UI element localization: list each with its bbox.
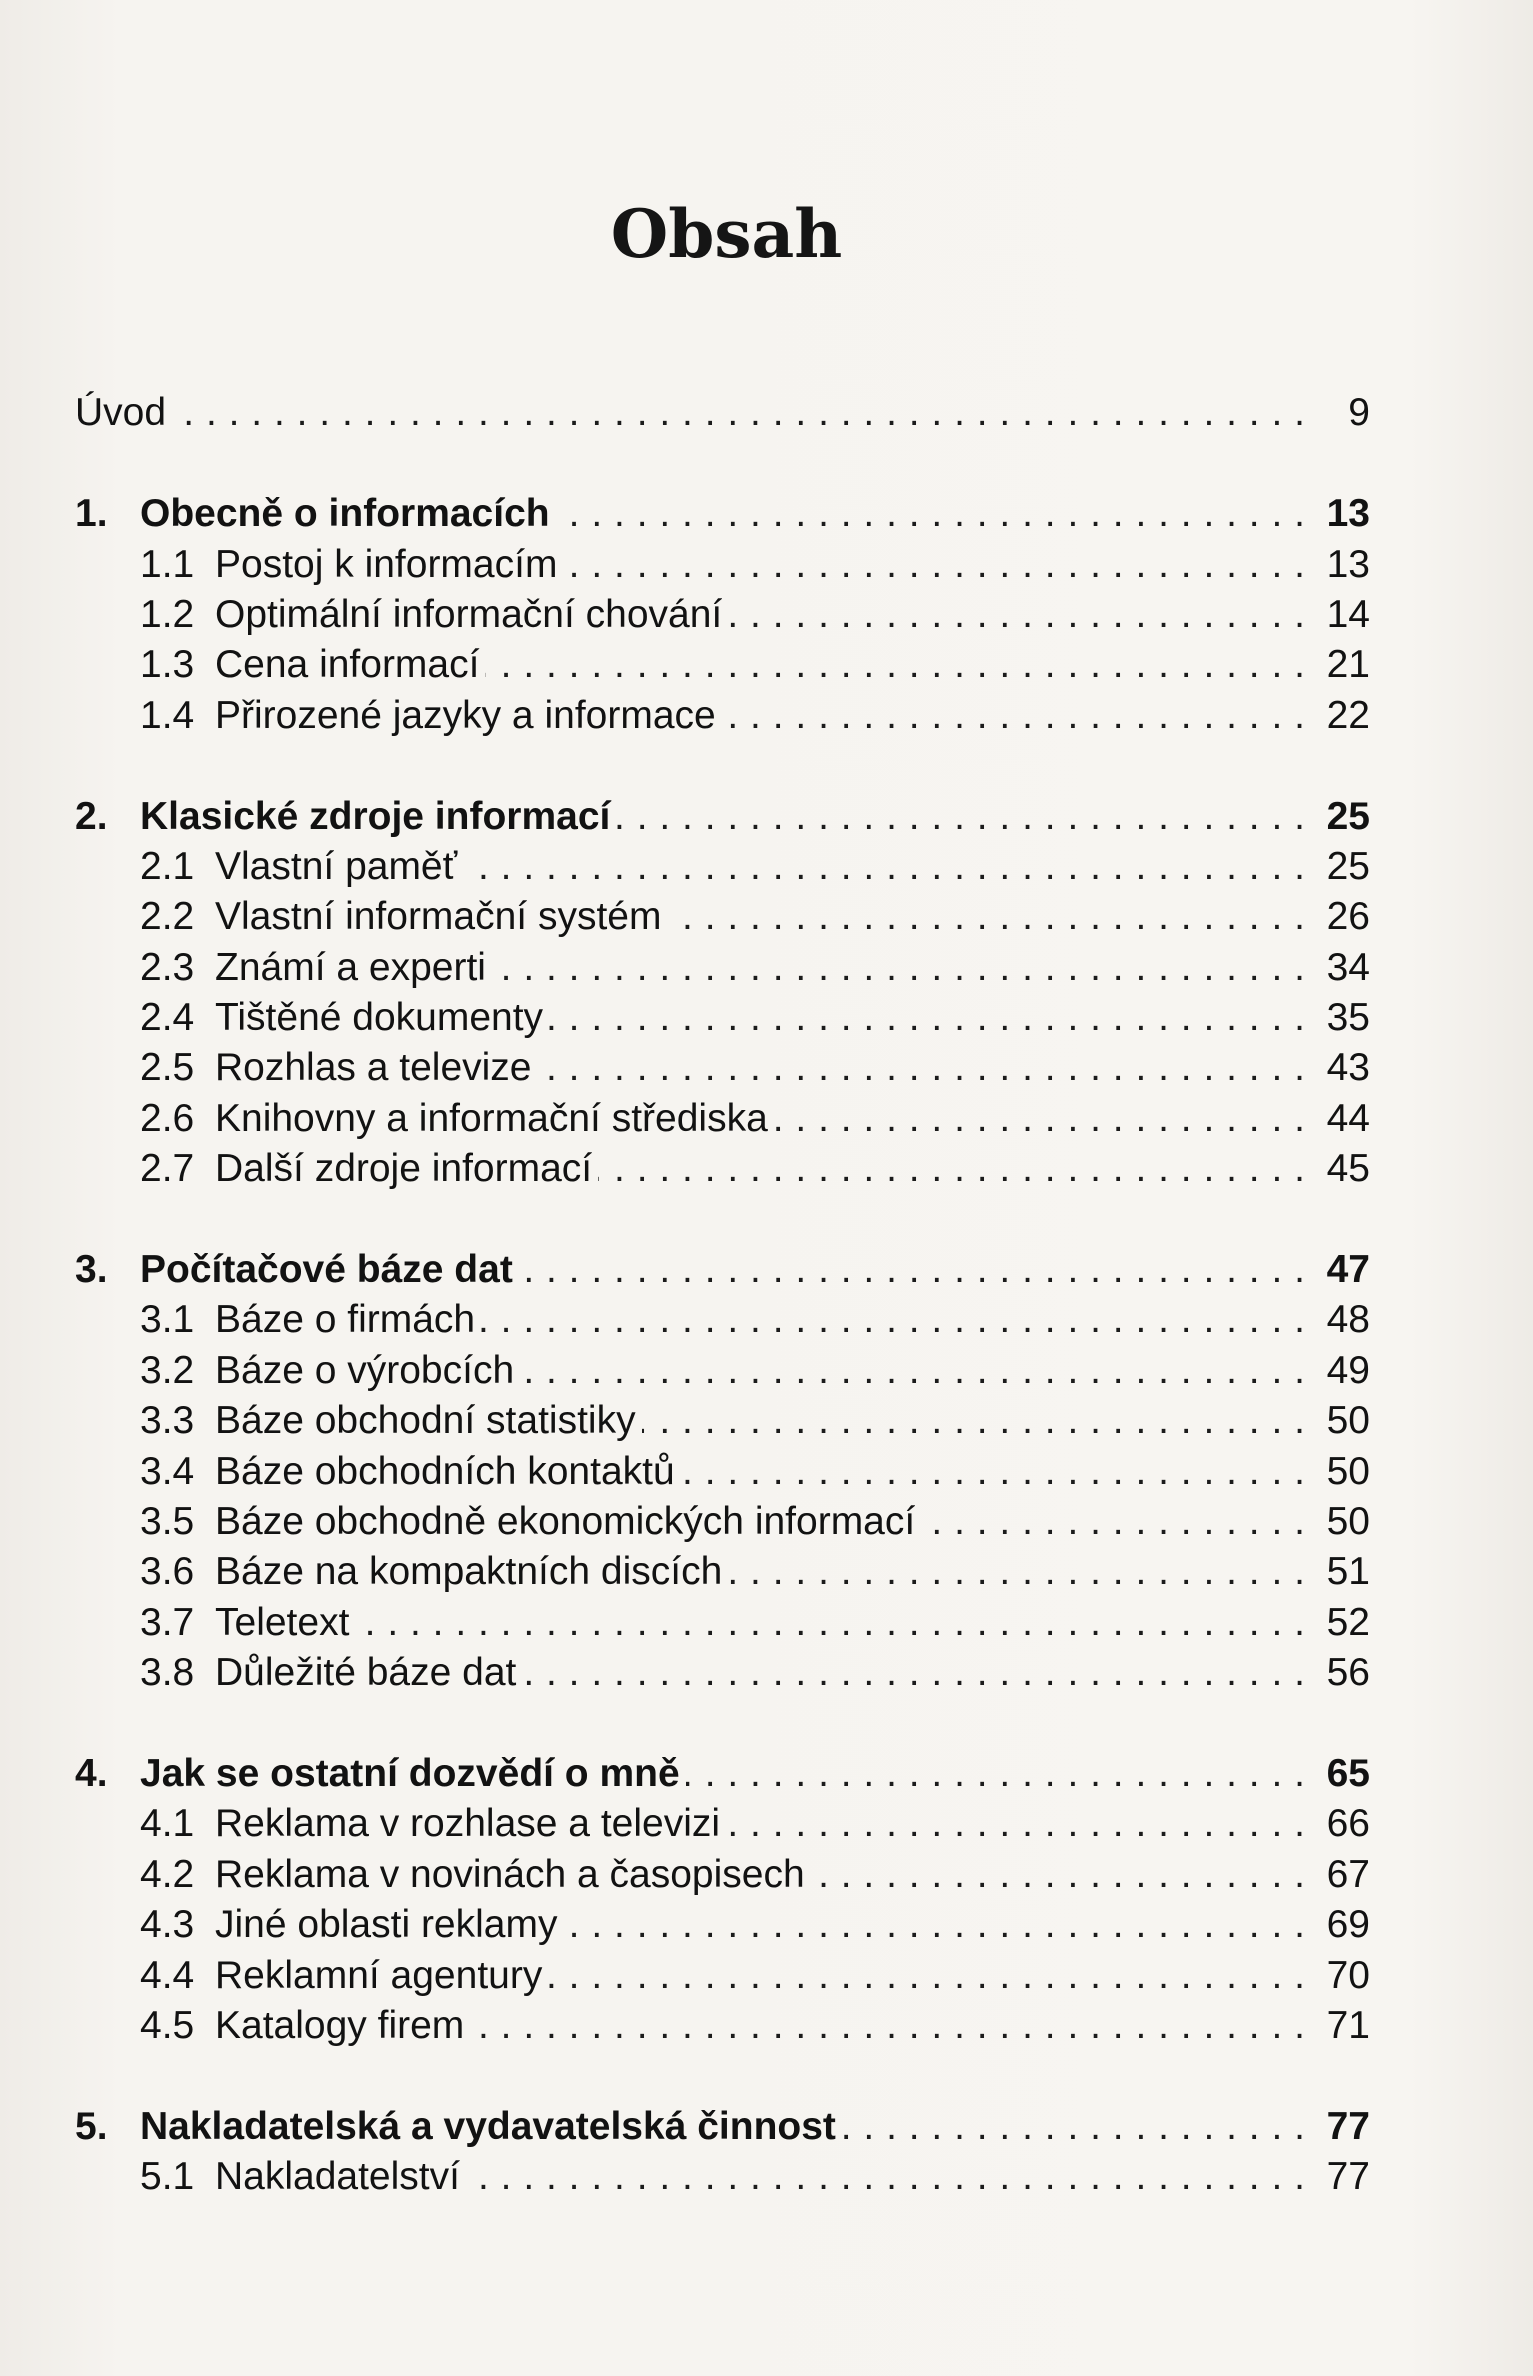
toc-entry-page: 70: [1326, 1953, 1370, 1997]
toc-entry-number: 2.: [75, 794, 108, 838]
toc-entry-number: 5.: [75, 2104, 108, 2148]
toc-section: [75, 1547, 1370, 1597]
toc-entry-page: 52: [1326, 1600, 1370, 1644]
toc-entry-label: Tištěné dokumenty: [215, 996, 544, 1040]
toc-entry-page: 25: [1326, 794, 1370, 838]
table-of-contents: [75, 388, 1370, 2202]
dot-leader: [466, 2152, 1305, 2202]
toc-entry-label: Báze obchodních kontaktů: [215, 1449, 675, 1493]
toc-entry-page: 69: [1326, 1903, 1370, 1947]
dot-leader: [485, 640, 1305, 690]
dot-leader: [598, 1144, 1305, 1194]
toc-section: [75, 1396, 1370, 1446]
dot-leader: [563, 540, 1305, 590]
toc-entry-label: Úvod: [75, 391, 167, 435]
page-title: Obsah: [610, 195, 843, 273]
toc-entry-page: 50: [1326, 1449, 1370, 1493]
toc-section: [75, 539, 1370, 589]
toc-entry-label: Báze obchodně ekonomických informací: [215, 1499, 916, 1543]
toc-section: [75, 1597, 1370, 1647]
dot-leader: [774, 1094, 1305, 1144]
dot-leader: [172, 388, 1305, 438]
toc-entry-number: 3.5: [140, 1499, 195, 1543]
toc-entry-number: 3.2: [140, 1348, 195, 1392]
toc-section: [75, 1849, 1370, 1899]
toc-entry-label: Jiné oblasti reklamy: [215, 1903, 558, 1947]
toc-entry-page: 34: [1326, 945, 1370, 989]
toc-entry-number: 2.1: [140, 844, 195, 888]
toc-entry-number: 3.: [75, 1248, 108, 1292]
toc-entry-label: Optimální informační chování: [215, 592, 723, 636]
toc-section: [75, 1093, 1370, 1143]
toc-entry-label: Jak se ostatní dozvědí o mně: [140, 1751, 680, 1795]
toc-entry-label: Báze o výrobcích: [215, 1348, 515, 1392]
toc-entry-number: 3.1: [140, 1298, 195, 1342]
toc-entry-label: Klasické zdroje informací: [140, 794, 611, 838]
toc-entry-page: 66: [1326, 1802, 1370, 1846]
dot-leader: [726, 1799, 1305, 1849]
toc-entry-number: 3.3: [140, 1399, 195, 1443]
dot-leader: [355, 1598, 1305, 1648]
toc-section: [75, 1295, 1370, 1345]
toc-entry-number: 1.2: [140, 592, 195, 636]
toc-entry-page: 44: [1326, 1096, 1370, 1140]
toc-entry-label: Reklamní agentury: [215, 1953, 543, 1997]
dot-leader: [686, 1749, 1305, 1799]
dot-leader: [492, 943, 1305, 993]
toc-entry-page: 65: [1326, 1751, 1370, 1795]
toc-section: [75, 993, 1370, 1043]
toc-entry-page: 13: [1326, 542, 1370, 586]
toc-entry-number: 4.1: [140, 1802, 195, 1846]
toc-entry-page: 48: [1326, 1298, 1370, 1342]
dot-leader: [538, 1043, 1306, 1093]
toc-entry-label: Nakladatelství: [215, 2155, 460, 2199]
toc-entry-number: 4.4: [140, 1953, 195, 1997]
toc-entry-number: 4.5: [140, 2003, 195, 2047]
toc-entry-number: 2.7: [140, 1147, 195, 1191]
toc-chapter-1: [75, 489, 1370, 539]
toc-entry-page: 35: [1326, 996, 1370, 1040]
toc-section: [75, 2152, 1370, 2202]
toc-section: [75, 842, 1370, 892]
toc-entry-number: 3.4: [140, 1449, 195, 1493]
toc-entry-label: Známí a experti: [215, 945, 486, 989]
toc-entry-page: 45: [1326, 1147, 1370, 1191]
toc-section: [75, 2001, 1370, 2051]
toc-entry-page: 77: [1326, 2104, 1370, 2148]
toc-section: [75, 1043, 1370, 1093]
toc-entry-page: 67: [1326, 1852, 1370, 1896]
toc-entry-label: Další zdroje informací: [215, 1147, 593, 1191]
dot-leader: [563, 1900, 1305, 1950]
toc-entry-number: 2.2: [140, 895, 195, 939]
toc-entry-page: 49: [1326, 1348, 1370, 1392]
toc-entry-label: Důležité báze dat: [215, 1651, 517, 1695]
toc-entry-label: Báze o firmách: [215, 1298, 476, 1342]
toc-section: [75, 1950, 1370, 2000]
toc-chapter-3: [75, 1245, 1370, 1295]
toc-entry-page: 25: [1326, 844, 1370, 888]
dot-leader: [520, 1346, 1305, 1396]
dot-leader: [549, 993, 1305, 1043]
dot-leader: [522, 1648, 1305, 1698]
dot-leader: [722, 691, 1305, 741]
toc-entry-number: 5.1: [140, 2155, 195, 2199]
toc-entry-page: 50: [1326, 1499, 1370, 1543]
toc-entry-number: 2.5: [140, 1046, 195, 1090]
toc-entry-page: 56: [1326, 1651, 1370, 1695]
toc-entry-number: 4.: [75, 1751, 108, 1795]
toc-entry-label: Reklama v novinách a časopisech: [215, 1852, 805, 1896]
toc-entry-label: Vlastní paměť: [215, 844, 458, 888]
toc-entry-label: Katalogy firem: [215, 2003, 465, 2047]
dot-leader: [616, 792, 1305, 842]
toc-entry-page: 13: [1326, 492, 1370, 536]
toc-section: [75, 1799, 1370, 1849]
toc-entry-number: 3.7: [140, 1600, 195, 1644]
toc-chapter-2: [75, 791, 1370, 841]
toc-entry-label: Počítačové báze dat: [140, 1248, 513, 1292]
toc-entry-number: 1.: [75, 492, 108, 536]
dot-leader: [842, 2102, 1305, 2152]
toc-entry-label: Vlastní informační systém: [215, 895, 662, 939]
toc-entry-number: 1.4: [140, 693, 195, 737]
toc-chapter-4: [75, 1749, 1370, 1799]
toc-entry-label: Nakladatelská a vydavatelská činnost: [140, 2104, 836, 2148]
toc-section: [75, 892, 1370, 942]
dot-leader: [728, 1547, 1305, 1597]
toc-entry-label: Reklama v rozhlase a televizi: [215, 1802, 721, 1846]
toc-entry-number: 2.6: [140, 1096, 195, 1140]
dot-leader: [681, 1447, 1305, 1497]
dot-leader: [556, 489, 1305, 539]
toc-entry-number: 2.3: [140, 945, 195, 989]
toc-chapter-5: [75, 2101, 1370, 2151]
toc-entry-number: 3.8: [140, 1651, 195, 1695]
toc-section: [75, 1345, 1370, 1395]
toc-section: [75, 942, 1370, 992]
toc-entry-label: Rozhlas a televize: [215, 1046, 532, 1090]
toc-entry-label: Knihovny a informační střediska: [215, 1096, 768, 1140]
toc-entry-label: Přirozené jazyky a informace: [215, 693, 716, 737]
toc-section: [75, 590, 1370, 640]
toc-entry-number: 4.3: [140, 1903, 195, 1947]
toc-entry-page: 22: [1326, 693, 1370, 737]
toc-entry-intro: [75, 388, 1370, 438]
dot-leader: [921, 1497, 1305, 1547]
dot-leader: [481, 1295, 1305, 1345]
toc-section: [75, 1497, 1370, 1547]
toc-entry-number: 1.1: [140, 542, 195, 586]
dot-leader: [548, 1951, 1305, 2001]
toc-section: [75, 640, 1370, 690]
toc-entry-label: Cena informací: [215, 643, 480, 687]
dot-leader: [519, 1245, 1305, 1295]
toc-entry-number: 3.6: [140, 1550, 195, 1594]
dot-leader: [470, 2001, 1305, 2051]
toc-entry-page: 14: [1326, 592, 1370, 636]
toc-entry-label: Postoj k informacím: [215, 542, 558, 586]
toc-entry-page: 21: [1326, 643, 1370, 687]
dot-leader: [463, 842, 1305, 892]
toc-section: [75, 1144, 1370, 1194]
toc-section: [75, 1900, 1370, 1950]
toc-entry-page: 51: [1326, 1550, 1370, 1594]
toc-entry-number: 1.3: [140, 643, 195, 687]
dot-leader: [728, 590, 1305, 640]
toc-entry-number: 4.2: [140, 1852, 195, 1896]
toc-entry-label: Báze na kompaktních discích: [215, 1550, 723, 1594]
toc-section: [75, 1446, 1370, 1496]
toc-entry-page: 9: [1348, 391, 1370, 435]
toc-entry-label: Teletext: [215, 1600, 350, 1644]
toc-entry-page: 43: [1326, 1046, 1370, 1090]
toc-entry-label: Obecně o informacích: [140, 492, 550, 536]
toc-entry-page: 47: [1326, 1248, 1370, 1292]
toc-section: [75, 1648, 1370, 1698]
dot-leader: [811, 1850, 1305, 1900]
toc-entry-page: 77: [1326, 2155, 1370, 2199]
toc-entry-label: Báze obchodní statistiky: [215, 1399, 636, 1443]
dot-leader: [667, 892, 1305, 942]
toc-section: [75, 690, 1370, 740]
dot-leader: [642, 1396, 1305, 1446]
toc-entry-page: 71: [1326, 2003, 1370, 2047]
toc-entry-page: 26: [1326, 895, 1370, 939]
toc-entry-number: 2.4: [140, 996, 195, 1040]
toc-entry-page: 50: [1326, 1399, 1370, 1443]
